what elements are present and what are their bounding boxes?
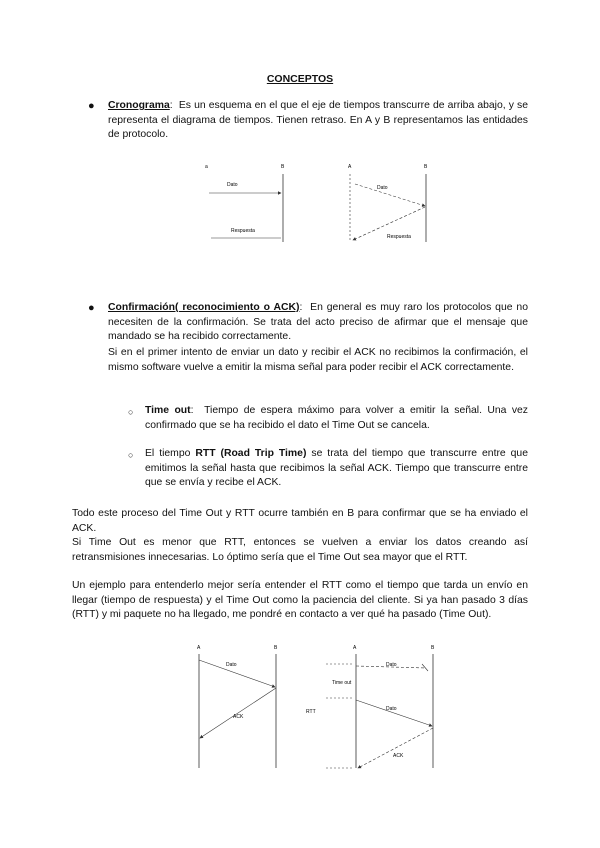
page-title: CONCEPTOS	[266, 73, 334, 85]
confirmacion-text2: Si en el primer intento de enviar un dato y recibir el ACK no recibimos la confirmación, el mismo software vuelve a emitir la misma señal para poder recibir el ACK correctamente.	[108, 347, 528, 373]
diag1-left-respuesta-label: Respuesta	[231, 228, 255, 234]
diag2-rtt-label: RTT	[306, 709, 316, 715]
cronograma-diagram	[195, 160, 445, 260]
timeout-rtt-diagram	[190, 640, 450, 772]
diag1-left-a-label: a	[205, 164, 208, 170]
rtt-term: RTT (Road Trip Time)	[195, 448, 307, 459]
timeout-paragraph: Time out: Tiempo de espera máximo para volver a emitir la señal. Una vez confirmado que se ha recibido el dato el Time Out se cancela.	[145, 405, 528, 431]
diag1-right-respuesta-label: Respuesta	[387, 234, 411, 240]
diag1-right-a-label: A	[348, 164, 352, 170]
diag2-right-ack-arrow	[358, 728, 433, 768]
diag2-right-b-label: B	[431, 645, 435, 651]
bullet-dot: ●	[88, 100, 95, 112]
rtt-paragraph	[145, 447, 528, 491]
diag2-left-ack-label: ACK	[233, 714, 244, 720]
diag2-left-a-label: A	[197, 645, 201, 651]
bullet-dot: ●	[88, 302, 95, 314]
diag2-left-ack-arrow	[200, 688, 276, 738]
diag2-left-b-label: B	[274, 645, 278, 651]
diag2-left-dato-label: Dato	[226, 662, 237, 668]
sub-bullet-circle: ○	[128, 407, 134, 417]
sub-bullet-circle: ○	[128, 450, 134, 460]
rtt-prefix: El tiempo	[145, 448, 191, 459]
cronograma-paragraph: Cronograma: Es un esquema en el que el eje de tiempos transcurre de arriba abajo, y se representa el diagrama de tiempos. Tienen retraso. En A y B representamos las entidades de protocolo.	[108, 100, 528, 141]
diag1-right-b-label: B	[424, 164, 428, 170]
diag2-right-dato1-label: Dato	[386, 662, 397, 668]
confirmacion-paragraph: Confirmación( reconocimiento o ACK): En general es muy raro los protocolos que no necesiten de la confirmación. Se trata del acto preciso de afirmar que el mensaje que mandado se ha recibido correctamente.	[108, 302, 528, 343]
diag1-left-dato-label: Dato	[227, 182, 238, 188]
diag1-left-b-label: B	[281, 164, 285, 170]
diag2-right-a-label: A	[353, 645, 357, 651]
diag1-right-dato-arrow	[355, 184, 425, 206]
diag1-right-dato-label: Dato	[377, 185, 388, 191]
paragraph-process: Todo este proceso del Time Out y RTT ocurre también en B para confirmar que se ha enviado el ACK.	[72, 508, 528, 534]
timeout-text: Tiempo de espera máximo para volver a emitir la señal. Una vez confirmado que se ha recibido el dato el Time Out se cancela.	[145, 405, 528, 431]
diag2-right-dato2-arrow	[356, 700, 432, 726]
confirmacion-text1: En general es muy raro los protocolos que no necesiten de la confirmación. Se trata del acto preciso de afirmar que el mensaje que mandado se ha recibido correctamente.	[108, 302, 528, 343]
paragraph-example: Un ejemplo para entenderlo mejor sería entender el RTT como el tiempo que tarda un envío en llegar (tiempo de respuesta) y el Time Out como la paciencia del cliente. Si ya han pasado 3 días (RTT) y mi paquete no ha llegado, me pondré en contacto a ver qué ha pasado (Time Out).	[72, 580, 528, 621]
diag2-timeout-label: Time out	[332, 680, 352, 686]
diag2-left-dato-arrow	[199, 660, 275, 687]
paragraph-timeout-vs-rtt: Si Time Out es menor que RTT, entonces se vuelven a enviar los datos creando así retransmisiones innecesarias. Lo óptimo sería que el Time Out sea mayor que el RTT.	[72, 537, 528, 563]
rtt-text: se trata del tiempo que transcurre entre que emitimos la señal hasta que recibimos la señal ACK. Tiempo que transcurre entre que se envía y recibe el ACK.	[145, 448, 528, 489]
diag2-right-lost-mark	[422, 664, 428, 671]
diag2-right-ack-label: ACK	[393, 753, 404, 759]
timeout-term: Time out	[145, 405, 191, 416]
diag2-right-dato2-label: Dato	[386, 706, 397, 712]
cronograma-text: Es un esquema en el que el eje de tiempos transcurre de arriba abajo, y se representa el diagrama de tiempos. Tienen retraso. En A y B representamos las entidades de protocolo.	[108, 100, 528, 141]
confirmacion-term: Confirmación( reconocimiento o ACK)	[108, 302, 300, 313]
cronograma-term: Cronograma	[108, 100, 170, 111]
